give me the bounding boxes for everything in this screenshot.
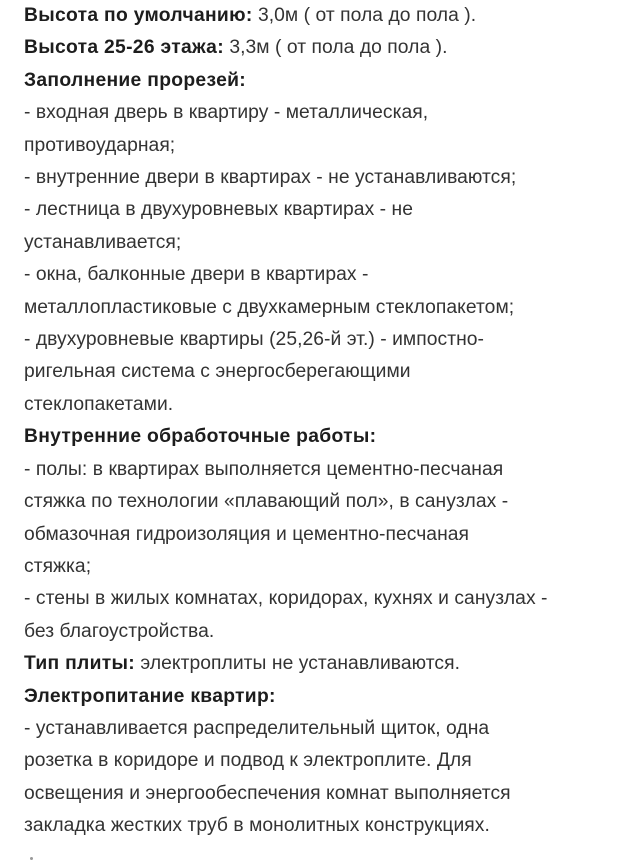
openings-line: металлопластиковые с двухкамерным стеклопакетом; xyxy=(24,296,515,318)
document-body xyxy=(24,0,630,843)
height-25-26-line xyxy=(24,32,630,64)
stove-label: Тип плиты: xyxy=(24,653,135,675)
finishing-line: обмазочная гидроизоляция и цементно-песчаная xyxy=(24,523,470,545)
power-heading: Электропитание квартир: xyxy=(24,685,276,707)
openings-line: - лестница в двухуровневых квартирах - не xyxy=(24,199,414,221)
openings-line: - входная дверь в квартиру - металлическая, xyxy=(24,102,429,124)
openings-line: ригельная система с энергосберегающими xyxy=(24,361,411,383)
openings-line: - окна, балконные двери в квартирах - xyxy=(24,264,369,286)
height-default-line xyxy=(24,0,630,32)
height-25-26-value: 3,3м ( от пола до пола ). xyxy=(223,37,448,59)
openings-heading: Заполнение прорезей: xyxy=(24,69,246,91)
finishing-line: - стены в жилых комнатах, коридорах, кухнях и санузлах - xyxy=(24,588,548,610)
finishing-heading: Внутренние обработочные работы: xyxy=(24,426,377,448)
finishing-line: без благоустройства. xyxy=(24,620,215,642)
openings-line: - двухуровневые квартиры (25,26-й эт.) - импостно- xyxy=(24,329,485,351)
height-default-label: Высота по умолчанию: xyxy=(24,5,253,26)
next-line-cutoff xyxy=(24,857,224,865)
stove-value: электроплиты не устанавливаются. xyxy=(134,653,460,675)
power-line: освещения и энергообеспечения комнат выполняется xyxy=(24,782,511,804)
power-line: - устанавливается распределительный щиток, одна xyxy=(24,717,490,739)
power-line: розетка в коридоре и подвод к электроплите. Для xyxy=(24,750,472,772)
finishing-line: стяжка по технологии «плавающий пол», в санузлах - xyxy=(24,491,509,513)
openings-line: - внутренние двери в квартирах - не устанавливаются; xyxy=(24,167,517,189)
finishing-line: стяжка; xyxy=(24,555,92,577)
height-default-value: 3,0м ( от пола до пола ). xyxy=(252,5,477,26)
openings-line: устанавливается; xyxy=(24,231,182,253)
openings-line: стеклопакетами. xyxy=(24,393,174,415)
power-line: закладка жестких труб в монолитных конструкциях. xyxy=(24,815,490,837)
stove-line xyxy=(24,648,630,680)
openings-line: противоударная; xyxy=(24,134,176,156)
finishing-line: - полы: в квартирах выполняется цементно-песчаная xyxy=(24,458,504,480)
height-25-26-label: Высота 25-26 этажа: xyxy=(24,37,224,59)
